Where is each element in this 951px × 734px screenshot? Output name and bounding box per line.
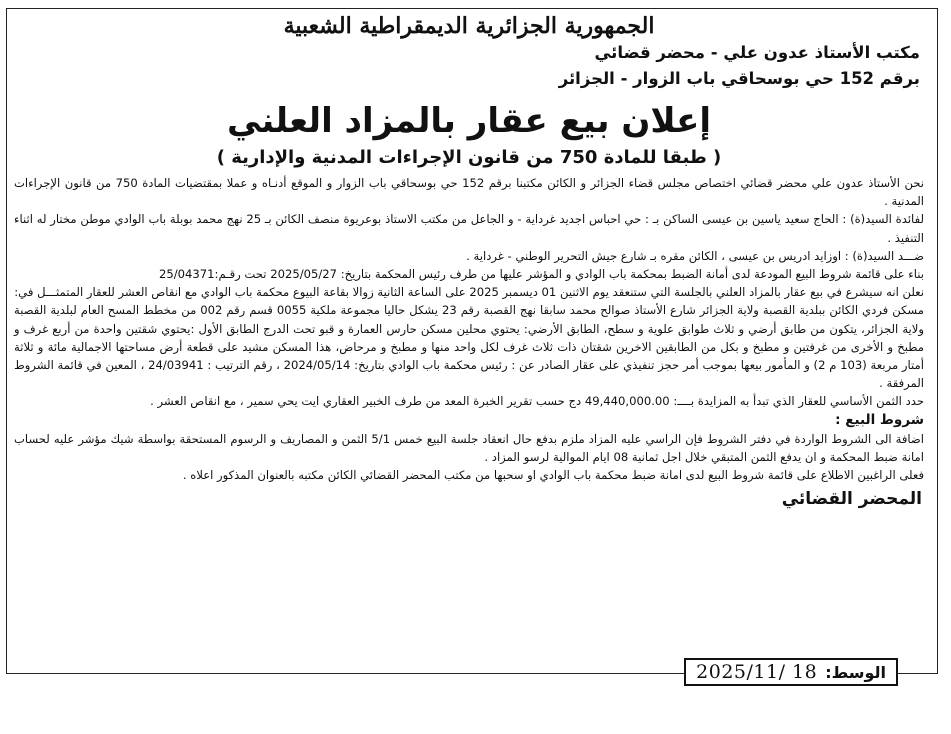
notice-title: إعلان بيع عقار بالمزاد العلني [226, 101, 712, 141]
notice-subtitle: ( طبقا للمادة 750 من قانون الإجراءات المدنية والإدارية ) [216, 147, 722, 168]
notice-content [14, 12, 924, 512]
newspaper-label: الوسط: [825, 662, 886, 682]
republic-heading: الجمهورية الجزائرية الديمقراطية الشعبية [283, 13, 655, 39]
base-price-paragraph: حدد الثمن الأساسي للعقار الذي تبدأ به المزايدة بــــ: 49,440,000.00 دج حسب تقرير الخبرة المعد من طرف الخبير العقاري ايت يحي سمير ، مع انقاص العشر . [150, 394, 924, 409]
office-address: برقم 152 حي بوسحاقي باب الزوار - الجزائر [558, 69, 920, 88]
beneficiary-paragraph: لفائدة السيد(ة) : الحاج سعيد ياسين بن عيسى الساكن بـ : حي احباس اجديد غرداية - و الجاعل من مكتب الاستاذ بوعريوة منصف الكائن بـ 25 نهج محمد بوبلة باب الوادي موطن مختار له اثناء التنفيذ . [14, 212, 924, 245]
conditions-reference-paragraph: بناء على قائمة شروط البيع المودعة لدى أمانة الضبط بمحكمة باب الوادي و المؤشر عليها من طرف رئيس المحكمة بتاريخ: 2025/05/27 تحت رقـم:25/04371 [159, 267, 924, 282]
consultation-paragraph: فعلى الراغبين الاطلاع على قائمة شروط البيع لدى امانة ضبط محكمة باب الوادي او سحبها من مكتب المحضر القضائي الكائن مكتبه بالعنوان المذكور اعلاه . [182, 468, 924, 483]
defendant-paragraph: ضـــد السيد(ة) : اوزايد ادريس بن عيسى ، الكائن مقره بـ شارع جيش التحرير الوطني - غرداية . [466, 248, 924, 263]
intro-paragraph: نحن الأستاذ عدون علي محضر قضائي اختصاص مجلس قضاء الجزائر و الكائن مكتبنا برقم 152 حي بوسحاقي باب الزوار و الموقع أدنـاه و عملا بمقتضيات المادة 750 من قانون الإجراءات المدنية . [14, 176, 925, 209]
office-name: مكتب الأستاذ عدون علي - محضر قضائي [594, 43, 920, 62]
payment-conditions-paragraph: اضافة الى الشروط الواردة في دفتر الشروط فإن الراسي عليه المزاد ملزم بدفع حال انعقاد جلسة البيع خمس 5/1 الثمن و المصاريف و الرسوم المستحقة بواسطة شيك مؤشر عليه لحساب امانة ضبط المحكمة و ان يدفع الثمن المتبقي خلال اجل ثمانية 08 ايام الموالية لرسو المزاد . [14, 431, 924, 464]
property-description-paragraph: مسكن فردي الكائن ببلدية القصبة ولاية الجزائر شارع الأستاذ صوالح محمد سابقا نهج القصبة رقم 23 يشكل حاليا مجموعة ملكية 0055 قسم رقم 002 من مخطط المسح العام لبلدية القصبة ولاية الجزائر، يتكون من طابق أرضي و ثلاث طوابق علوية و سطح، الطابق الأرضي: يحتوي محلين مسكن حارس العمارة و قبو تحت الدرج الطابق الأول :يحتوي شقتين واحدة من أربع غرف و مطبخ و الأخرى من غرفتين و مطبخ و بكل من الطابقين الاخرين شقتان ذات ثلاث غرف لكل واحد منها و مطبخ و مرحاض، هذا المسكن مشيد على قطعة أرض مساحتها الاجمالية مائة و ثلاثة أمتار مربعة (103 م 2) و المأمور بيعها بموجب أمر حجز تنفيذي على عقار الصادر عن : رئيس محكمة باب الوادي بتاريخ: 2024/05/14 ، رقم الترتيب : 24/03941 ، المعين في قائمة الشروط المرفقة . [14, 303, 924, 391]
conditions-heading: شروط البيع : [835, 411, 924, 428]
publication-date-box [684, 658, 898, 686]
auction-date-paragraph: نعلن انه سيشرع في بيع عقار بالمزاد العلني بالجلسة التي ستنعقد يوم الاثنين 01 ديسمبر 2025 على الساعة الثانية زوالا بقاعة البيوع محكمة باب الوادي مع انقاص العشر للعقار المتمثـــل في: [14, 285, 924, 300]
signer-title: المحضر القضائي [781, 489, 922, 510]
publication-date: 2025/11/ 18 [696, 661, 818, 683]
